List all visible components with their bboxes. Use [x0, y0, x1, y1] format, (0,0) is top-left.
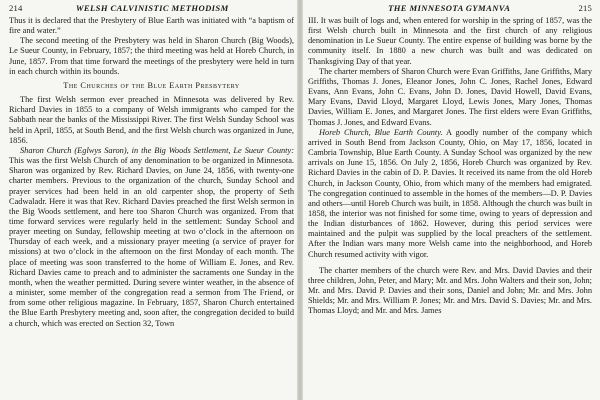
- paragraph: III. It was built of logs and, when entered for worship in the spring of 1857, was the first Welsh church built in Minnesota and the first church of any religious denomination in Le Sueur County. The entire expense of building was borne by the community itself. In 1880 a new church was built and was dedicated on Thanksgiving Day of that year.: [308, 16, 592, 66]
- paragraph-body: A goodly number of the company which arrived in South Bend from Jackson County, Ohio, on May 17, 1856, located in Cambria Township, Blue Earth County. A Sunday School was organized by the new arrivals on June 15, 1856. On July 2, 1856, Horeb Church was organized by Rev. Richard Davies in the cabin of D. P. Davies. It received its name from the old Horeb Church, in Jackson County, Ohio, from which many of the members had emigrated. The congregation continued to assemble in the homes of the members—D. P. Davies and others—until Horeb Church was built, in 1858. Although the church was built in 1858, the interior was not finished for some time, owing to years of depression and the Indian disturbances of 1862. However, during this period services were maintained and the pulpit was supplied by the local preachers of the settlement. After the Indian wars many more Welsh came into the neighborhood, and Horeb Church resumed activity with vigor.: [308, 127, 592, 259]
- paragraph: [9, 146, 294, 329]
- paragraph: [308, 128, 592, 260]
- paragraph-lead: Sharon Church (Eglwys Saron), in the Big Woods Settlement, Le Sueur County:: [20, 145, 294, 155]
- right-page: [300, 0, 600, 400]
- right-running-title: THE MINNESOTA GYMANVA: [388, 3, 511, 13]
- left-page-number: 214: [9, 3, 23, 13]
- paragraph: The charter members of the church were Rev. and Mrs. David Davies and their three children, John, Peter, and Mary; Mr. and Mrs. John Walters and their son, John; Mr. and Mrs. David P. Davies and their sons, Daniel and John; Mr. and Mrs. John Shields; Mr. and Mrs. William P. Jones; Mr. and Mrs. David S. Davies; Mr. and Mrs. Thomas Lloyd; and Mr. and Mrs. James: [308, 265, 592, 316]
- paragraph: The first Welsh sermon ever preached in Minnesota was delivered by Rev. Richard Davies in 1855 to a company of Welsh immigrants who camped for the Sabbath near the banks of the Mississippi River. The first Welsh Sunday School was held in April, 1855, at South Bend, and the first Welsh church was organized in June, 1856.: [9, 95, 294, 145]
- left-running-title: WELSH CALVINISTIC METHODISM: [75, 3, 229, 13]
- section-heading: The Churches of the Blue Earth Presbytery: [63, 80, 240, 90]
- paragraph: The second meeting of the Presbytery was held in Sharon Church (Big Woods), Le Sueur County, in February, 1857; the third meeting was held at Horeb Church, in June, 1857. From that time forward the meetings of the presbytery were held in turn in each church within its bounds.: [9, 36, 294, 76]
- book-gutter: [297, 0, 303, 400]
- paragraph-lead: Horeb Church, Blue Earth County.: [319, 127, 443, 137]
- right-page-header: [308, 3, 592, 16]
- left-page-body: [9, 16, 294, 329]
- paragraph: Thus it is declared that the Presbytery of Blue Earth was initiated with “a baptism of fire and water.”: [9, 16, 294, 36]
- paragraph-body: This was the first Welsh Church of any denomination to be organized in Minnesota. Sharon was organized by Rev. Richard Davies, on June 24, 1856, with twenty-one charter members. Previous to the organization of the church, Sunday School and prayer services had been held in an old carpenter shop, the property of Seth Cadwaladr. Here it was that Rev. Richard Davies preached the first Welsh sermon in the Big Woods settlement, and here too Sharon Church was organized. From that time forward services were regularly held in the settlement: Sunday School and prayer meeting on Sunday, fellowship meeting at two o’clock in the afternoon on Thursday of each week, and a missionary prayer meeting (a service of prayer for missions) at two o’clock in the afternoon on the first Monday of each month. The place of meeting was soon transferred to the home of William E. Jones, and Rev. Richard Davies came to preach and to administer the sacraments one Sunday in the month, when the weather permitted. During severe winter weather, in the absence of a minister, some member of the congregation read a sermon from The Friend, or from some other religious magazine. In February, 1857, Sharon Church entertained the Blue Earth Presbytery meeting and, soon after, the congregation decided to build a church, which was erected on Section 32, Town: [9, 156, 294, 328]
- left-page-header: [9, 3, 294, 16]
- right-page-body: [308, 16, 592, 317]
- right-page-number: 215: [578, 3, 592, 13]
- paragraph: The charter members of Sharon Church were Evan Griffiths, Jane Griffiths, Mary Griffiths, Thomas J. Jones, Eleanor Jones, John C. Jones, Rachel Jones, Edward Evans, Ann Evans, John C. Evans, John D. Jones, David Howell, David Evans, Mary Evans, David Lloyd, Margaret Lloyd, Lewis Jones, Mary Jones, Thomas Davies, William E. Jones, and Margaret Jones. The first elders were Evan Griffiths, Thomas J. Jones, and Edward Evans.: [308, 66, 592, 127]
